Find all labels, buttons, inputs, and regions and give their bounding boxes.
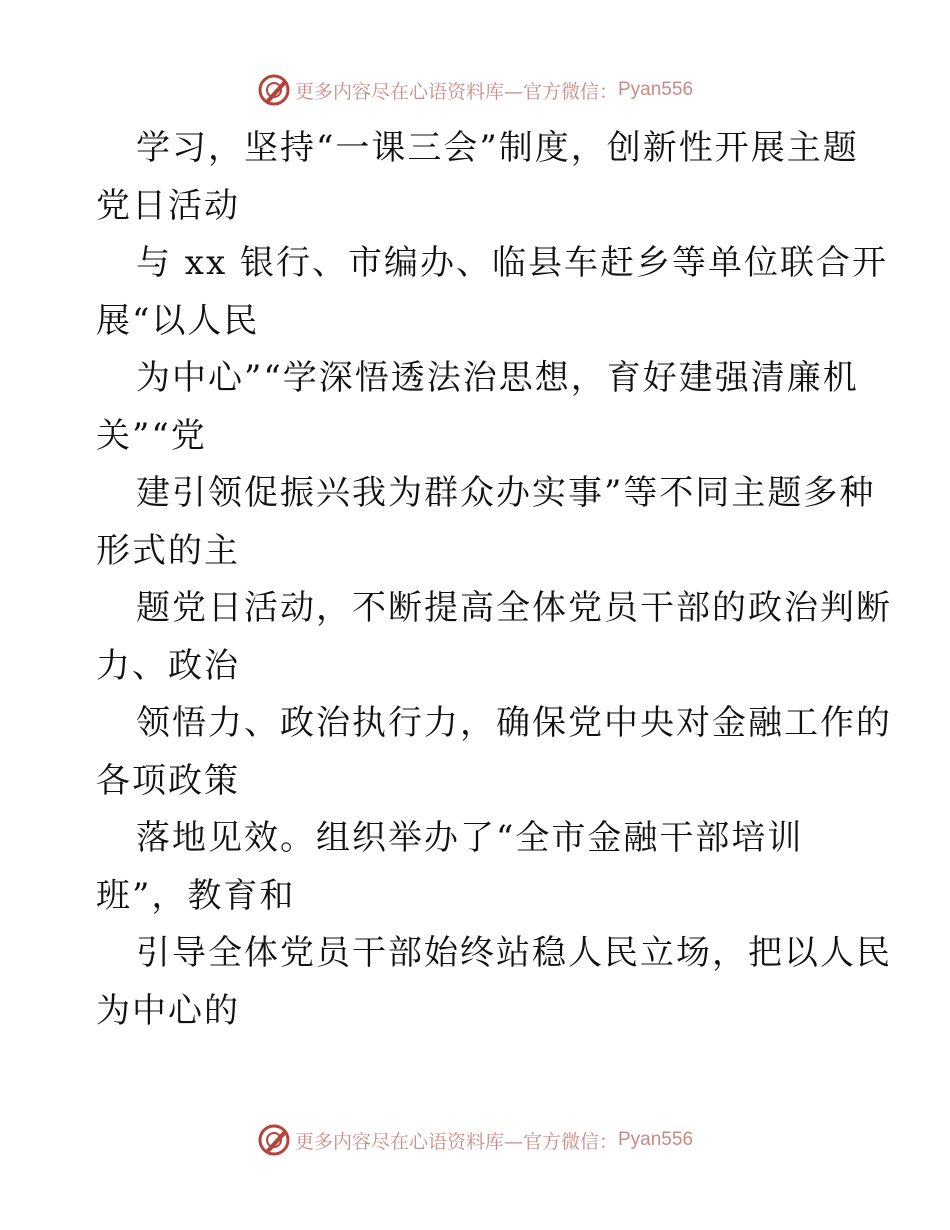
footer-banner: [0, 1120, 950, 1160]
body-line: 为中心的: [96, 990, 240, 1031]
body-line: 展“以人民: [96, 300, 260, 341]
body-line: 力、政治: [96, 645, 240, 686]
body-line: 形式的主: [96, 530, 240, 571]
document-body: [96, 120, 892, 1040]
body-line: 党日活动: [96, 185, 240, 226]
body-line: 班”，教育和: [96, 875, 296, 916]
body-line: 关”“党: [96, 415, 207, 456]
body-line: 建引领促振兴我为群众办实事”等不同主题多种: [136, 473, 876, 513]
pen-logo-icon: [257, 73, 291, 107]
pen-logo-icon: [257, 1123, 291, 1157]
header-banner-text: 更多内容尽在心语资料库—官方微信：: [294, 80, 618, 103]
body-line: 题党日活动，不断提高全体党员干部的政治判断: [136, 588, 892, 628]
body-line: 落地见效。组织举办了“全市金融干部培训: [136, 818, 804, 858]
header-banner: [0, 70, 950, 110]
body-line: 引导全体党员干部始终站稳人民立场，把以人民: [136, 933, 892, 973]
body-line: 为中心”“学深悟透法治思想，育好建强清廉机: [136, 358, 859, 398]
body-line: 领悟力、政治执行力，确保党中央对金融工作的: [136, 703, 892, 743]
body-line: 各项政策: [96, 760, 240, 801]
body-line: 学习，坚持“一课三会”制度，创新性开展主题: [136, 128, 859, 168]
footer-banner-id: Pyan556: [618, 1129, 694, 1150]
body-line: 与 xx 银行、市编办、临县车赶乡等单位联合开: [136, 243, 888, 283]
footer-banner-text: 更多内容尽在心语资料库—官方微信：: [294, 1130, 618, 1153]
header-banner-id: Pyan556: [618, 79, 694, 100]
